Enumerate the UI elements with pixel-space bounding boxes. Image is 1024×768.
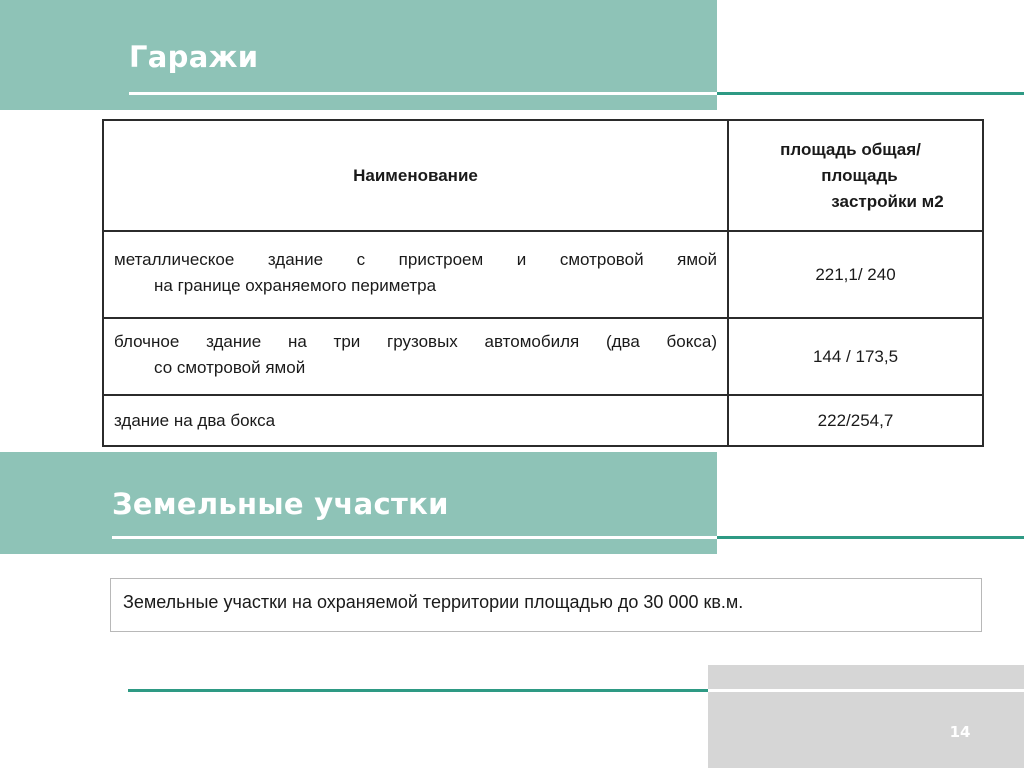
header-area-cell bbox=[728, 120, 983, 231]
garages-accent-rule bbox=[717, 92, 1024, 95]
page-number: 14 bbox=[949, 723, 971, 741]
footer-panel bbox=[708, 665, 1024, 768]
table-row bbox=[103, 231, 983, 318]
footer-white-rule bbox=[708, 689, 1024, 692]
table-row bbox=[103, 395, 983, 446]
garage-name-cell: здание на два бокса bbox=[103, 395, 728, 446]
garages-title-underline bbox=[129, 92, 717, 95]
garages-section-title: Гаражи bbox=[129, 40, 259, 74]
header-name-cell: Наименование bbox=[103, 120, 728, 231]
table-row bbox=[103, 318, 983, 395]
garage-area-cell: 222/254,7 bbox=[728, 395, 983, 446]
garages-table bbox=[102, 119, 984, 447]
garage-area-cell: 221,1/ 240 bbox=[728, 231, 983, 318]
header-area-line: застройки м2 bbox=[831, 191, 944, 211]
land-description-box bbox=[110, 578, 982, 632]
land-section-title: Земельные участки bbox=[112, 487, 449, 521]
garage-name-line: на границе охраняемого периметра bbox=[154, 275, 437, 295]
garage-name-line: металлическое здание с пристроем и смотровой ямой bbox=[114, 249, 717, 269]
garage-name-line: блочное здание на три грузовых автомобиля (два бокса) bbox=[114, 331, 717, 351]
land-accent-rule bbox=[717, 536, 1024, 539]
footer-accent-rule bbox=[128, 689, 708, 692]
land-title-underline bbox=[112, 536, 717, 539]
land-description-text: Земельные участки на охраняемой территории площадью до 30 000 кв.м. bbox=[123, 592, 744, 612]
table-header-row bbox=[103, 120, 983, 231]
garage-area-cell: 144 / 173,5 bbox=[728, 318, 983, 395]
garage-name-cell bbox=[103, 318, 728, 395]
garage-name-line: со смотровой ямой bbox=[154, 357, 306, 377]
header-area-line: площадь общая/ bbox=[780, 139, 921, 159]
header-area-line: площадь bbox=[821, 165, 898, 185]
garage-name-cell bbox=[103, 231, 728, 318]
